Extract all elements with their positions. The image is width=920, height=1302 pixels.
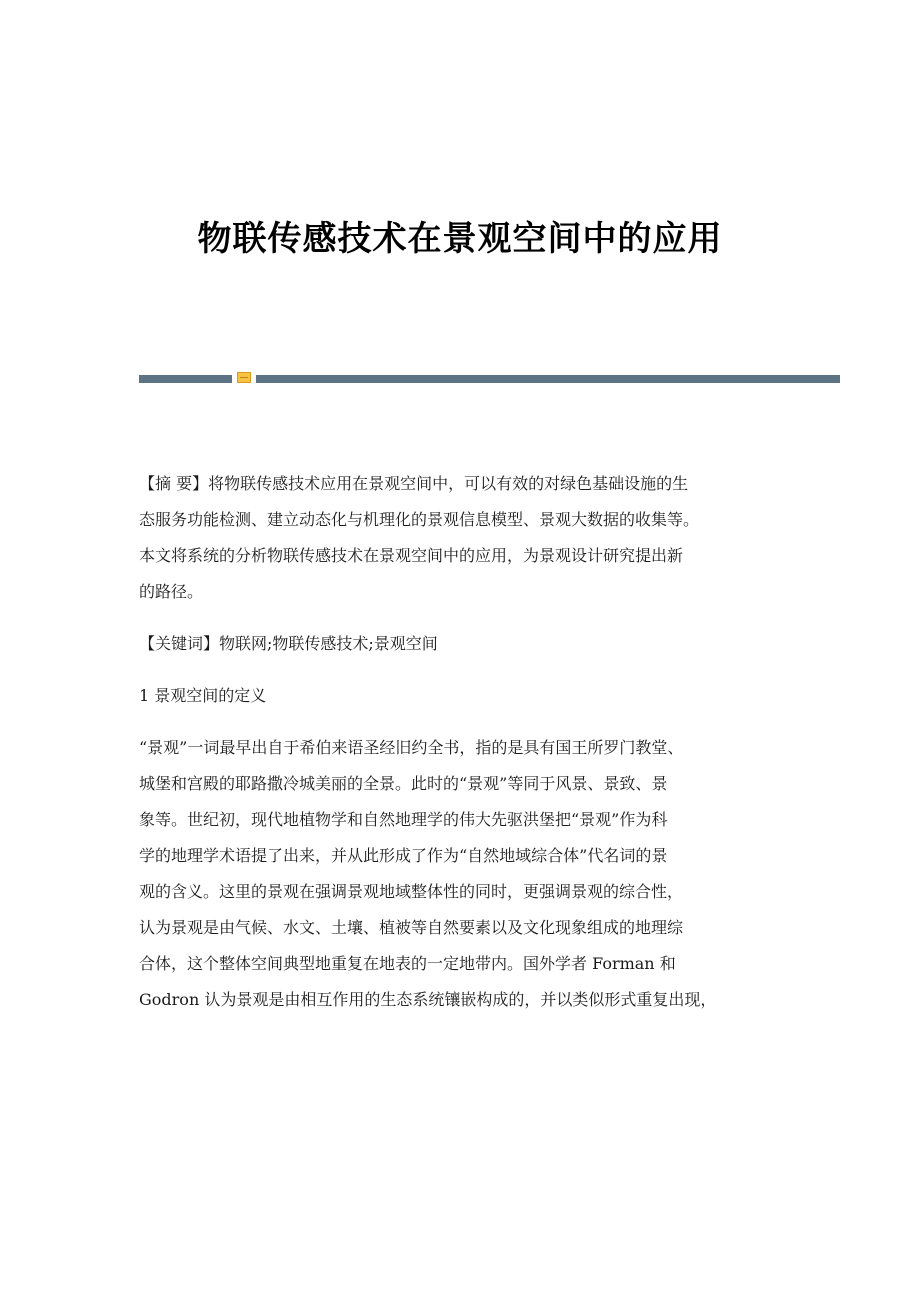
abstract-line: 的路径。 xyxy=(139,582,204,601)
document-icon xyxy=(237,372,251,383)
body-line: 认为景观是由气候、水文、土壤、植被等自然要素以及文化现象组成的地理综 xyxy=(139,918,684,937)
document-body xyxy=(139,466,789,1018)
section-heading: 1 景观空间的定义 xyxy=(139,686,267,705)
abstract-line: 【摘 要】将物联传感技术应用在景观空间中，可以有效的对绿色基础设施的生 xyxy=(139,474,689,493)
title-divider xyxy=(139,375,840,384)
keywords-line: 【关键词】物联网;物联传感技术;景观空间 xyxy=(139,634,438,653)
body-line: Godron 认为景观是由相互作用的生态系统镶嵌构成的，并以类似形式重复出现， xyxy=(139,990,717,1009)
abstract-line: 态服务功能检测、建立动态化与机理化的景观信息模型、景观大数据的收集等。 xyxy=(139,510,700,529)
divider-bar-left xyxy=(139,375,232,383)
abstract-paragraph xyxy=(139,466,789,610)
body-line: 城堡和宫殿的耶路撒冷城美丽的全景。此时的“景观”等同于风景、景致、景 xyxy=(139,774,668,793)
divider-bar-right xyxy=(256,375,840,383)
body-line: 观的含义。这里的景观在强调景观地域整体性的同时，更强调景观的综合性， xyxy=(139,882,684,901)
body-line: 学的地理学术语提了出来，并从此形成了作为“自然地域综合体”代名词的景 xyxy=(139,846,668,865)
abstract-line: 本文将系统的分析物联传感技术在景观空间中的应用，为景观设计研究提出新 xyxy=(139,546,684,565)
page-title: 物联传感技术在景观空间中的应用 xyxy=(197,219,723,259)
body-paragraph xyxy=(139,730,789,1018)
body-line: 合体，这个整体空间典型地重复在地表的一定地带内。国外学者 Forman 和 xyxy=(139,954,676,973)
body-line: 象等。世纪初，现代地植物学和自然地理学的伟大先驱洪堡把“景观”作为科 xyxy=(139,810,668,829)
body-line: “景观”一词最早出自于希伯来语圣经旧约全书，指的是具有国王所罗门教堂、 xyxy=(139,738,684,757)
